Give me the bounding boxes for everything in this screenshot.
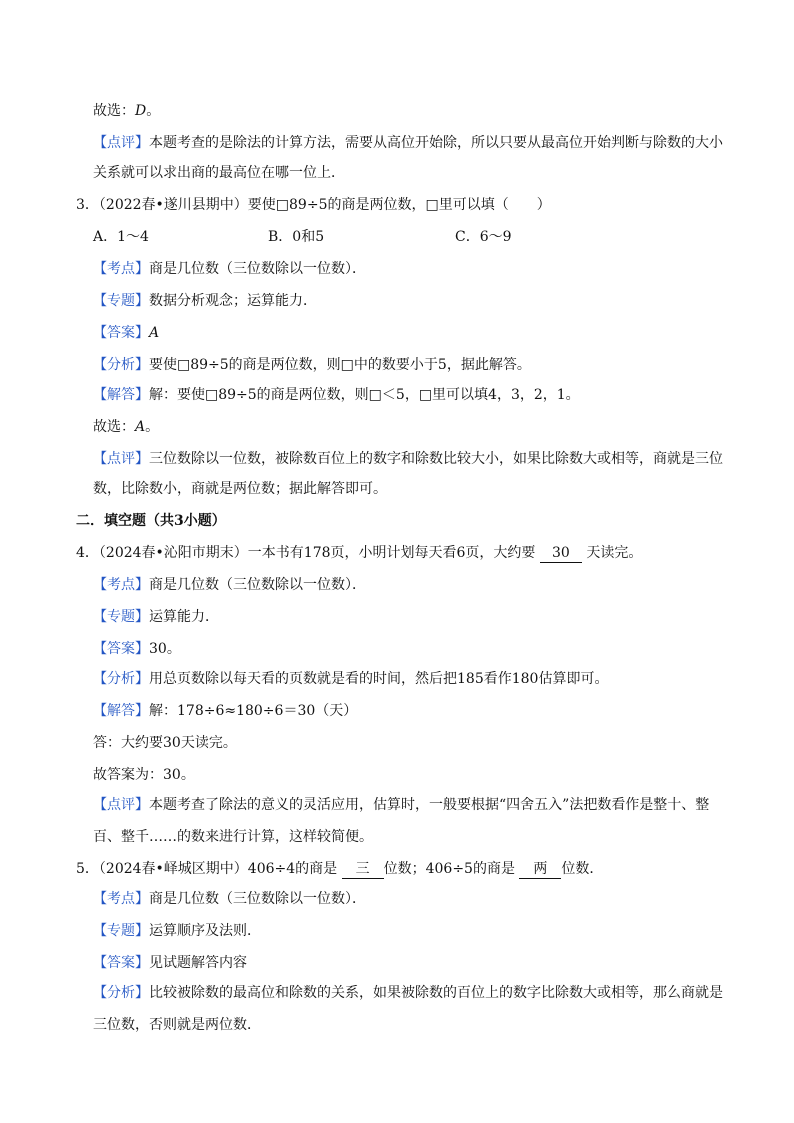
q5-analysis-line2: 三位数，否则就是两位数． (93, 1017, 261, 1033)
q4-analysis (93, 669, 608, 689)
q3-stem: 3．（2022春•遂川县期中）要使□89÷5的商是两位数，□里可以填（ ） (76, 197, 551, 213)
kaodian-text: 商是几位数（三位数除以一位数）． (149, 891, 366, 907)
solution-tag: 【解答】 (93, 703, 149, 719)
zhuanti-text: 运算能力． (149, 609, 219, 625)
kaodian-text: 商是几位数（三位数除以一位数）． (149, 577, 366, 593)
q4-final: 故答案为：30。 (93, 767, 195, 783)
choice-label: 故选： (93, 103, 135, 119)
q4-zhuanti (93, 607, 219, 627)
stem-text-end: 天读完。 (586, 545, 643, 561)
q4-kaodian (93, 575, 366, 595)
q4-comment-line2: 百、整千……的数来进行计算，这样较简便。 (93, 829, 373, 845)
choice-end: 。 (146, 103, 161, 119)
choice-label: 故选： (93, 419, 135, 435)
stem-text-end: 位数． (561, 861, 604, 877)
zhuanti-tag: 【专题】 (93, 293, 149, 309)
q3-choice (93, 417, 159, 437)
comment-tag: 【点评】 (93, 797, 149, 813)
analysis-text: 要使□89÷5的商是两位数，则□中的数要小于5，据此解答。 (149, 357, 531, 373)
q3-zhuanti (93, 291, 317, 311)
option-b: B．0和5 (268, 229, 325, 245)
solution-text: 解：要使□89÷5的商是两位数，则□＜5，□里可以填4，3，2，1。 (149, 387, 580, 403)
analysis-tag: 【分析】 (93, 985, 149, 1001)
answer-tag: 【答案】 (93, 325, 149, 341)
q4-reply: 答：大约要30天读完。 (93, 735, 237, 751)
answer-text: 30。 (149, 641, 181, 657)
q4-comment (93, 795, 709, 815)
analysis-tag: 【分析】 (93, 357, 149, 373)
kaodian-tag: 【考点】 (93, 261, 149, 277)
solution-tag: 【解答】 (93, 387, 149, 403)
q3-comment (93, 449, 723, 469)
comment-text: 本题考查的是除法的计算方法，需要从高位开始除，所以只要从最高位开始判断与除数的大小 (149, 135, 723, 151)
q2-comment-line2: 关系就可以求出商的最高位在哪一位上． (93, 165, 345, 181)
zhuanti-tag: 【专题】 (93, 923, 149, 939)
kaodian-tag: 【考点】 (93, 577, 149, 593)
q3-kaodian (93, 259, 366, 279)
option-a: A．1～4 (93, 229, 149, 245)
zhuanti-text: 运算顺序及法则． (149, 923, 261, 939)
answer-text: 见试题解答内容 (149, 955, 247, 971)
answer-tag: 【答案】 (93, 641, 149, 657)
q4-answer (93, 639, 181, 659)
answer-blank: 30 (540, 545, 582, 563)
comment-tag: 【点评】 (93, 135, 149, 151)
comment-text: 本题考查了除法的意义的灵活应用，估算时，一般要根据“四舍五入”法把数看作是整十、整 (149, 797, 710, 813)
answer-blank-2: 两 (519, 861, 561, 879)
analysis-text: 用总页数除以每天看的页数就是看的时间，然后把185看作180估算即可。 (149, 671, 609, 687)
choice-end: 。 (145, 419, 160, 435)
q5-answer (93, 953, 247, 973)
analysis-tag: 【分析】 (93, 671, 149, 687)
analysis-text: 比较被除数的最高位和除数的关系，如果被除数的百位上的数字比除数大或相等，那么商就是 (149, 985, 723, 1001)
comment-tag: 【点评】 (93, 451, 149, 467)
choice-value: A (135, 419, 146, 435)
answer-blank-1: 三 (342, 861, 384, 879)
zhuanti-text: 数据分析观念；运算能力． (149, 293, 317, 309)
solution-text: 解：178÷6≈180÷6＝30（天） (149, 703, 358, 719)
choice-value: D (135, 103, 147, 119)
q4-stem (76, 543, 642, 563)
q5-zhuanti (93, 921, 261, 941)
stem-text: 4．（2024春•沁阳市期末）一本书有178页，小明计划每天看6页，大约要 (76, 545, 536, 561)
q2-comment (93, 133, 723, 153)
zhuanti-tag: 【专题】 (93, 609, 149, 625)
comment-text: 三位数除以一位数，被除数百位上的数字和除数比较大小，如果比除数大或相等，商就是三位 (149, 451, 723, 467)
stem-text-mid: 位数；406÷5的商是 (383, 861, 515, 877)
q5-stem (76, 859, 603, 879)
kaodian-text: 商是几位数（三位数除以一位数）． (149, 261, 366, 277)
q3-solution (93, 385, 580, 405)
q4-solution (93, 701, 357, 721)
q2-choice (93, 101, 160, 121)
stem-text: 5．（2024春•峄城区期中）406÷4的商是 (76, 861, 338, 877)
q5-analysis (93, 983, 723, 1003)
option-c: C．6～9 (455, 229, 512, 245)
q3-comment-line2: 数，比除数小，商就是两位数；据此解答即可。 (93, 481, 387, 497)
q5-kaodian (93, 889, 366, 909)
answer-text: A (149, 325, 160, 341)
q3-analysis (93, 355, 531, 375)
q3-answer (93, 323, 159, 343)
answer-tag: 【答案】 (93, 955, 149, 971)
section-heading: 二．填空题（共3小题） (76, 513, 226, 529)
kaodian-tag: 【考点】 (93, 891, 149, 907)
